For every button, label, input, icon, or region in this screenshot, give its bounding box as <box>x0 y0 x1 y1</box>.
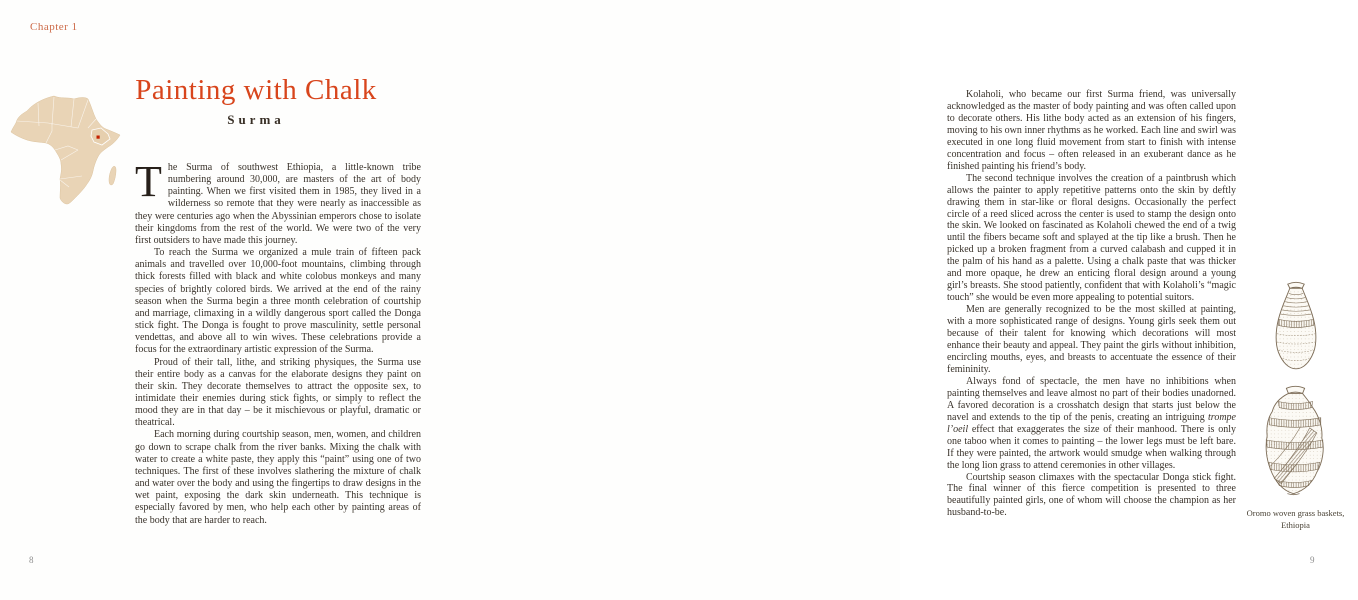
body-paragraph <box>947 376 1236 472</box>
body-paragraph: Men are generally recognized to be the most skilled at painting, with a more sophisticated range of designs. Young girls seek them out because of their talent for knowing which decorations will most enhance their beauty and appeal. They paint the girls without inhibition, encircling mouths, eyes, and breasts to accentuate the essence of their femininity. <box>947 304 1236 375</box>
left-body-text <box>135 157 421 527</box>
body-paragraph: Kolaholi, who became our first Surma friend, was universally acknowledged as the master of body painting and was often called upon to decorate others. His lithe body acted as an extension of his fingers, moving to his own inner rhythms as he worked. Each line and swirl was executed in one long fluid movement from start to finish with intense concentration and focus – often released in an exuberant dance as he finished painting his friend’s body. <box>947 89 1236 172</box>
page-subtitle: Surma <box>227 112 285 127</box>
chapter-label: Chapter 1 <box>30 21 78 33</box>
body-paragraph: Proud of their tall, lithe, and striking physiques, the Surma use their entire body as a canvas for the elaborate designs they paint on their skin. They decorate themselves to attract the opposite sex, to intimidate their enemies during stick fights, or simply to reflect the mood they are in that day – be it mischievous or playful, dramatic or theatrical. <box>135 356 421 429</box>
right-body-text <box>947 89 1236 519</box>
surma-location-marker <box>97 136 100 139</box>
body-paragraph: Each morning during courtship season, men, women, and children go down to scrape chalk from the river banks. Mixing the chalk with water to create a white paste, they apply this “paint” using one of two techniques. The first of these involves slathering the mixture of chalk and water over the body and using the fingertips to draw designs in the wet paint, exposing the dark skin underneath. This technique is especially favored by men, who help each other by painting areas of the body that are harder to reach. <box>135 429 421 526</box>
basket-body <box>1266 386 1323 494</box>
italic-phrase: trompe l’oeil <box>947 411 1236 435</box>
basket-illustration-bottom <box>1256 382 1336 500</box>
body-paragraph: Courtship season climaxes with the spectacular Donga stick fight. The final winner of this fierce competition is presented to three beautifully painted girls, one of whom will choose the champion as her husband-to-be. <box>947 471 1236 519</box>
paragraph-text: effect that exaggerates the size of their manhood. There is only one taboo when it comes to painting – the lower legs must be left bare. If they were painted, the artwork would smudge when walking through the long lion grass to attend ceremonies in other villages. <box>947 423 1236 471</box>
basket-body <box>1276 282 1316 369</box>
left-page <box>0 0 450 600</box>
page-title: Painting with Chalk <box>135 74 377 106</box>
basket-illustration-top <box>1268 280 1324 374</box>
page-number-right: 9 <box>1310 555 1315 565</box>
body-paragraph: To reach the Surma we organized a mule train of fifteen pack animals and travelled over 10,000-foot mountains, climbing through thick forests filled with black and white colobus monkeys and many species of brightly colored birds. We arrived at the end of the rainy season when the Surma begin a three month celebration of courtship and marriage, climaxing in a wildly dangerous sport called the Donga stick fight. The Donga is fought to prove masculinity, settle personal vendettas, and above all to win wives. These celebrations provide a focus for the extraordinary artistic expression of the Surma. <box>135 247 421 356</box>
body-paragraph <box>135 157 421 247</box>
drop-cap: T <box>135 157 162 206</box>
page-number-left: 8 <box>29 555 34 565</box>
madagascar-outline <box>109 166 116 185</box>
paragraph-text: he Surma of southwest Ethiopia, a little-known tribe numbering around 30,000, are masters of the art of body painting. When we first visited them in 1985, they lived in a wilderness so remote that they were nearly as inaccessible as they were centuries ago when the Abyssinian emperors chose to isolate their kingdoms from the rest of the world. We were two of the very first outsiders to have made this journey. <box>135 162 421 246</box>
paragraph-text: Always fond of spectacle, the men have no inhibitions when painting themselves and leave almost no part of their bodies unadorned. A favored decoration is a crosshatch design that starts just below the navel and extends to the tip of the penis, creating an intriguing <box>947 375 1236 423</box>
figure-caption: Oromo woven grass baskets, Ethiopia <box>1246 508 1345 530</box>
right-page <box>450 0 1345 600</box>
body-paragraph: The second technique involves the creation of a paintbrush which allows the painter to apply repetitive patterns onto the skin by deftly drawing them in star-like or floral designs. Occasionally the perfect circle of a reed sliced across the center is used to stamp the design onto the skin. We looked on fascinated as Kolaholi chewed the end of a twig until the fibers became soft and splayed at the tip like a brush. Then he picked up a broken fragment from a curved calabash and cupped it in the palm of his hand as a palette. Using a chalk paste that was thicker and more opaque, he drew an enticing floral design around a young girl’s breasts. She stood patiently, confident that with Kolaholi’s “magic touch” she would be even more appealing to potential suitors. <box>947 172 1236 304</box>
africa-outline <box>11 96 120 204</box>
